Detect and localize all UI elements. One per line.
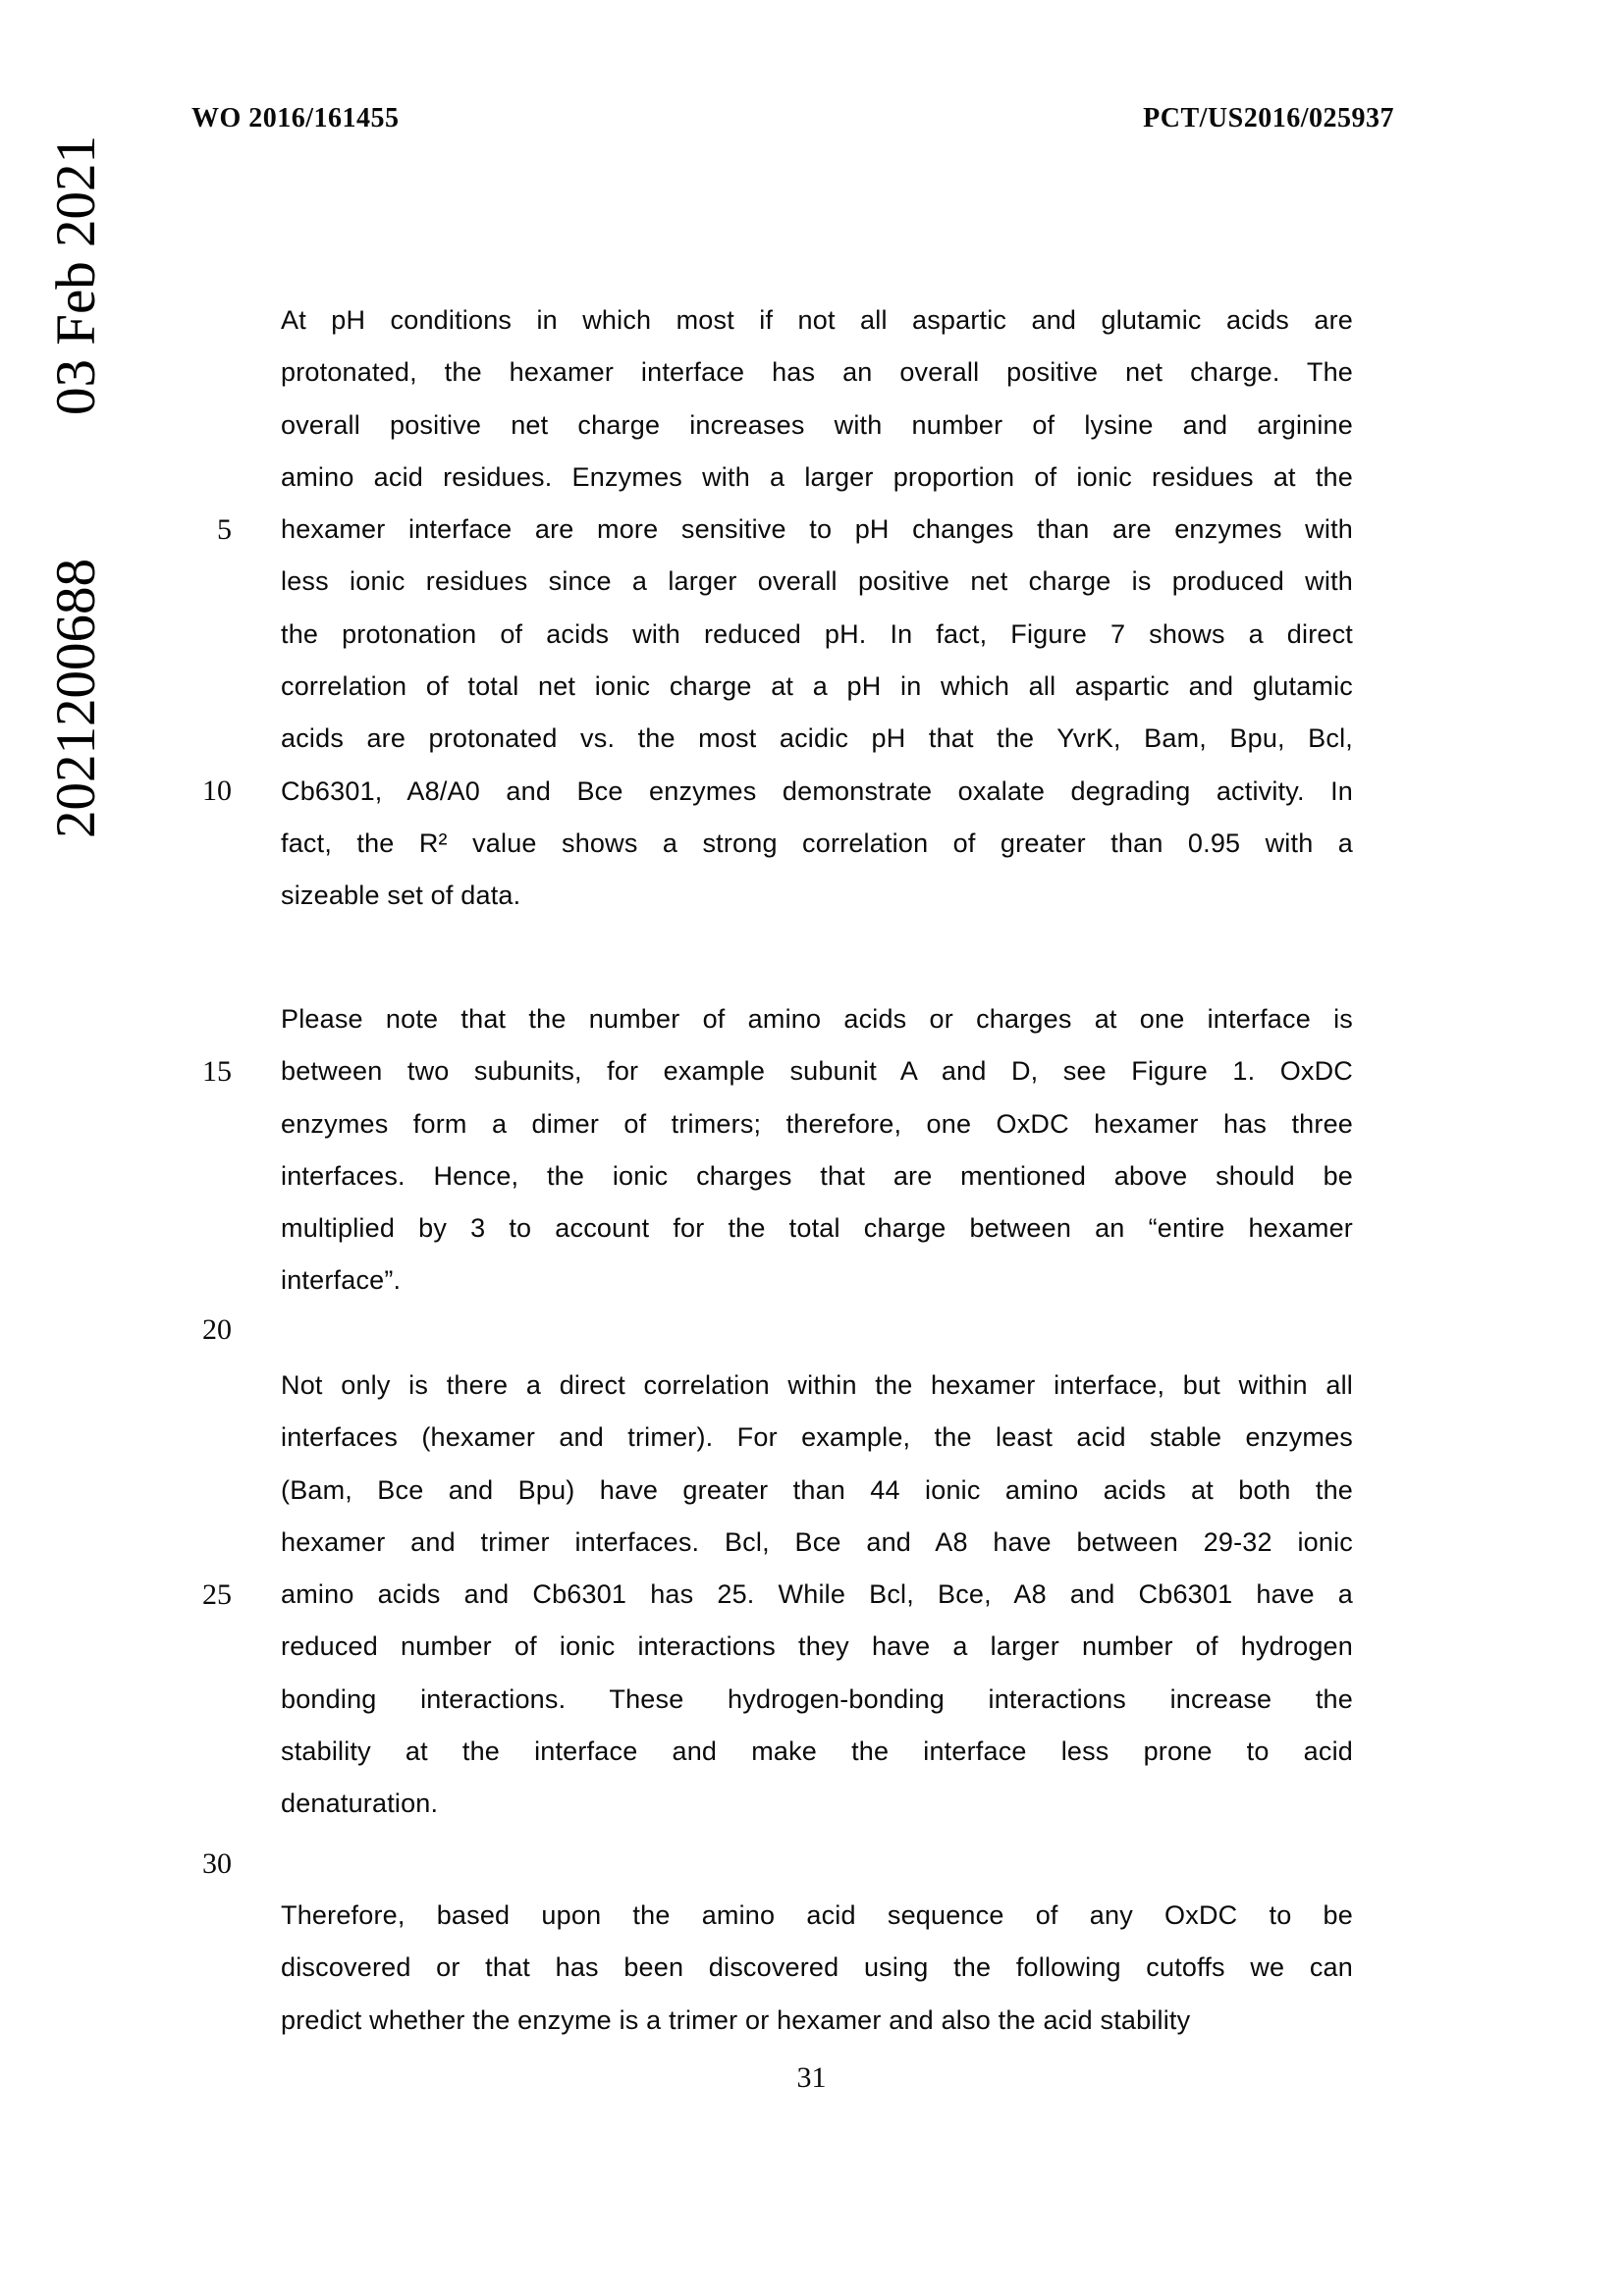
page-header (191, 103, 1394, 134)
text-line: predict whether the enzyme is a trimer or hexamer and also the acid stability (281, 2004, 1191, 2035)
margin-annotation (33, 135, 118, 838)
line-number: 10 (202, 774, 232, 807)
text-line: discovered or that has been discovered using the following cutoffs we can (281, 1952, 1353, 1983)
paragraph (281, 1360, 1353, 1831)
text-line: overall positive net charge increases with number of lysine and arginine (281, 409, 1353, 440)
page-number: 31 (796, 2061, 827, 2094)
text-line: interfaces (hexamer and trimer). For example, the least acid stable enzymes (281, 1422, 1353, 1453)
text-line: between two subunits, for example subunit A and D, see Figure 1. OxDC (281, 1056, 1353, 1087)
line-number: 30 (202, 1847, 232, 1880)
text-line: multiplied by 3 to account for the total charge between an “entire hexamer (281, 1213, 1353, 1244)
text-line: the protonation of acids with reduced pH. In fact, Figure 7 shows a direct (281, 618, 1353, 649)
text-line: stability at the interface and make the interface less prone to acid (281, 1736, 1353, 1767)
text-line: enzymes form a dimer of trimers; therefore, one OxDC hexamer has three (281, 1108, 1353, 1139)
text-line: protonated, the hexamer interface has an overall positive net charge. The (281, 357, 1353, 388)
text-line: (Bam, Bce and Bpu) have greater than 44 ionic amino acids at both the (281, 1474, 1353, 1505)
annotation-date: 03 Feb 2021 (44, 135, 107, 415)
text-line: less ionic residues since a larger overall positive net charge is produced with (281, 566, 1353, 597)
text-line: At pH conditions in which most if not all aspartic and glutamic acids are (281, 305, 1353, 335)
text-line: reduced number of ionic interactions they have a larger number of hydrogen (281, 1631, 1353, 1662)
paragraph (281, 993, 1353, 1308)
application-reference: PCT/US2016/025937 (1143, 103, 1394, 133)
text-line: hexamer interface are more sensitive to pH changes than are enzymes with (281, 514, 1353, 545)
line-number: 25 (202, 1578, 232, 1611)
text-line: interfaces. Hence, the ionic charges that are mentioned above should be (281, 1160, 1353, 1191)
publication-number: WO 2016/161455 (191, 103, 400, 133)
text-line: fact, the R² value shows a strong correlation of greater than 0.95 with a (281, 828, 1353, 858)
text-line: bonding interactions. These hydrogen-bonding interactions increase the (281, 1683, 1353, 1714)
text-line: Cb6301, A8/A0 and Bce enzymes demonstrate oxalate degrading activity. In (281, 775, 1353, 806)
text-line: denaturation. (281, 1789, 439, 1819)
text-line: amino acid residues. Enzymes with a larger proportion of ionic residues at the (281, 461, 1353, 492)
text-line: correlation of total net ionic charge at a pH in which all aspartic and glutamic (281, 671, 1353, 702)
annotation-application-number: 2021200688 (44, 559, 107, 838)
paragraph (281, 1890, 1353, 2047)
text-line: Not only is there a direct correlation within the hexamer interface, but within all (281, 1370, 1353, 1400)
line-number: 20 (202, 1313, 232, 1346)
text-line: sizeable set of data. (281, 881, 521, 911)
text-line: interface”. (281, 1265, 402, 1296)
line-number: 5 (217, 513, 232, 546)
text-line: amino acids and Cb6301 has 25. While Bcl, Bce, A8 and Cb6301 have a (281, 1579, 1353, 1610)
text-line: hexamer and trimer interfaces. Bcl, Bce and A8 have between 29-32 ionic (281, 1526, 1353, 1557)
text-line: Therefore, based upon the amino acid sequence of any OxDC to be (281, 1900, 1353, 1930)
text-line: Please note that the number of amino acids or charges at one interface is (281, 1004, 1353, 1034)
text-line: acids are protonated vs. the most acidic pH that the YvrK, Bam, Bpu, Bcl, (281, 723, 1353, 754)
line-number: 15 (202, 1055, 232, 1088)
paragraph (281, 294, 1353, 923)
